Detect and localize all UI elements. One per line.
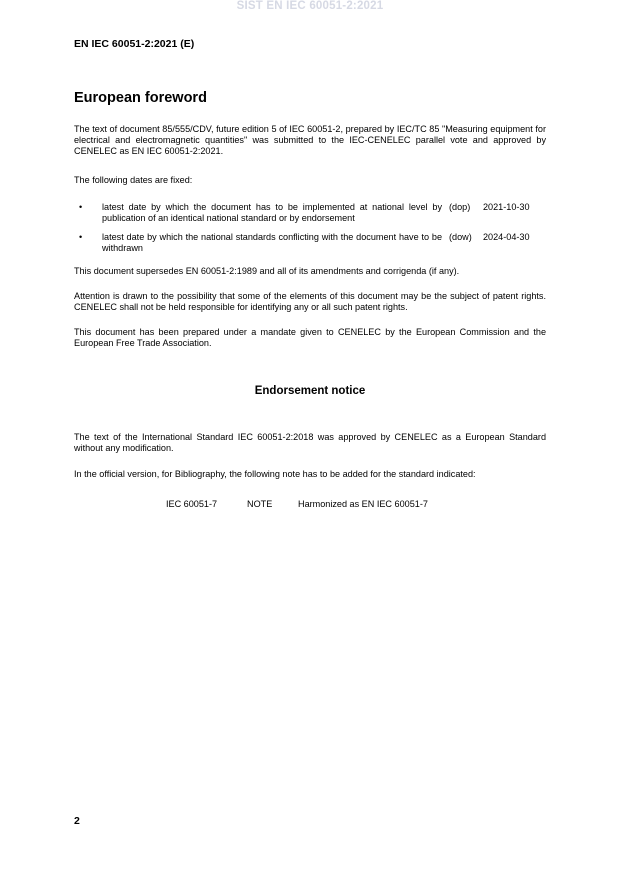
mandate-paragraph: This document has been prepared under a mandate given to CENELEC by the European Commission and the European Free Trade Association. xyxy=(74,327,546,348)
page-number: 2 xyxy=(74,815,80,827)
bibliography-instruction: In the official version, for Bibliography, the following note has to be added for the standard indicated: xyxy=(74,469,476,479)
note-standard: IEC 60051-7 xyxy=(166,499,218,509)
date-item-text: latest date by which the national standards conflicting with the document have to be withdrawn xyxy=(102,232,442,253)
dates-intro: The following dates are fixed: xyxy=(74,175,193,185)
foreword-title: European foreword xyxy=(74,90,207,106)
endorsement-text: The text of the International Standard IEC 60051-2:2018 was approved by CENELEC as a European Standard without any modification. xyxy=(74,432,546,453)
date-item-date: 2021-10-30 xyxy=(483,202,530,212)
foreword-intro: The text of document 85/555/CDV, future edition 5 of IEC 60051-2, prepared by IEC/TC 85 "Measuring equipment for electrical and electromagnetic quantities" was submitted to the IEC-CENELEC parallel vote and approved by CENELEC as EN IEC 60051-2:2021. xyxy=(74,124,546,156)
watermark: SIST EN IEC 60051-2:2021 xyxy=(236,0,384,12)
endorsement-title: Endorsement notice xyxy=(254,385,366,397)
bullet-marker: • xyxy=(79,232,83,242)
supersedes-paragraph: This document supersedes EN 60051-2:1989 and all of its amendments and corrigenda (if any). xyxy=(74,266,460,276)
harmonized-note xyxy=(166,499,428,509)
bullet-marker: • xyxy=(79,202,83,212)
date-item-text: latest date by which the document has to be implemented at national level by publication of an identical national standard or by endorsement xyxy=(102,202,442,223)
date-item-code: (dow) xyxy=(449,232,472,242)
date-item-date: 2024-04-30 xyxy=(483,232,530,242)
document-id: EN IEC 60051-2:2021 (E) xyxy=(74,38,195,50)
date-item-code: (dop) xyxy=(449,202,471,212)
patent-paragraph: Attention is drawn to the possibility that some of the elements of this document may be the subject of patent rights. CENELEC shall not be held responsible for identifying any or all such patent rights. xyxy=(74,291,546,312)
note-label: NOTE xyxy=(247,499,273,509)
note-text: Harmonized as EN IEC 60051-7 xyxy=(298,499,428,509)
